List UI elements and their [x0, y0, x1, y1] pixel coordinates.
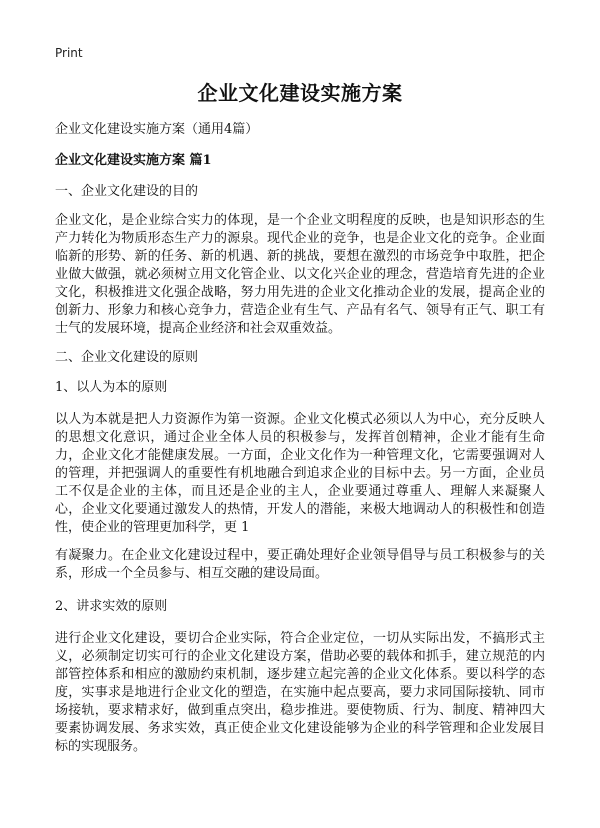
- heading-effectiveness: 2、讲求实效的原则: [55, 599, 168, 614]
- paragraph-purpose: 企业文化，是企业综合实力的体现，是一个企业文明程度的反映，也是知识形态的生产力转化为物质形态生产力的源泉。现代企业的竞争，也是企业文化的竞争。企业面临新的形势、新的任务、新的机遇、新的挑战，要想在激烈的市场竞争中取胜，把企业做大做强，就必须树立用文化管企业、以文化兴企业的理念，营造培育先进的企业文化，积极推进文化强企战略，努力用先进的企业文化推动企业的发展，提高企业的创新力、形象力和核心竞争力，营造企业有生气、产品有名气、领导有正气、职工有士气的发展环境，提高企业经济和社会双重效益。: [55, 213, 545, 336]
- paragraph-cohesion: 有凝聚力。在企业文化建设过程中，要正确处理好企业领导倡导与员工积极参与的关系，形成一个全员参与、相互交融的建设局面。: [55, 548, 545, 581]
- print-link[interactable]: Print: [55, 46, 83, 60]
- paragraph-people-oriented: 以人为本就是把人力资源作为第一资源。企业文化模式必须以人为中心，充分反映人的思想文化意识，通过企业全体人员的积极参与，发挥首创精神，企业才能有生命力，企业文化才能健康发展。一方面，企业文化作为一种管理文化，它需要强调对人的管理，并把强调人的重要性有机地融合到追求企业的目标中去。另一方面，企业员工不仅是企业的主体，而且还是企业的主人，企业要通过尊重人、理解人来凝聚人心，企业文化要通过激发人的热情，开发人的潜能，来极大地调动人的积极性和创造性，使企业的管理更加科学，更 1: [55, 412, 545, 535]
- heading-purpose: 一、企业文化建设的目的: [55, 184, 199, 199]
- document-title: 企业文化建设实施方案: [197, 81, 403, 105]
- heading-people-oriented: 1、以人为本的原则: [55, 380, 168, 395]
- heading-principles: 二、企业文化建设的原则: [55, 350, 199, 365]
- section-heading: 企业文化建设实施方案 篇1: [55, 153, 212, 168]
- document-subtitle: 企业文化建设实施方案（通用4篇）: [55, 122, 259, 137]
- paragraph-effectiveness: 进行企业文化建设，要切合企业实际，符合企业定位，一切从实际出发，不搞形式主义，必须制定切实可行的企业文化建设方案，借助必要的载体和抓手，建立规范的内部管控体系和相应的激励约束机制，逐步建立起完善的企业文化体系。要以科学的态度，实事求是地进行企业文化的塑造，在实施中起点要高，要力求同国际接轨、同市场接轨，要求精求好，做到重点突出，稳步推进。要使物质、行为、制度、精神四大要素协调发展、务求实效，真正使企业文化建设能够为企业的科学管理和企业发展目标的实现服务。: [55, 631, 545, 754]
